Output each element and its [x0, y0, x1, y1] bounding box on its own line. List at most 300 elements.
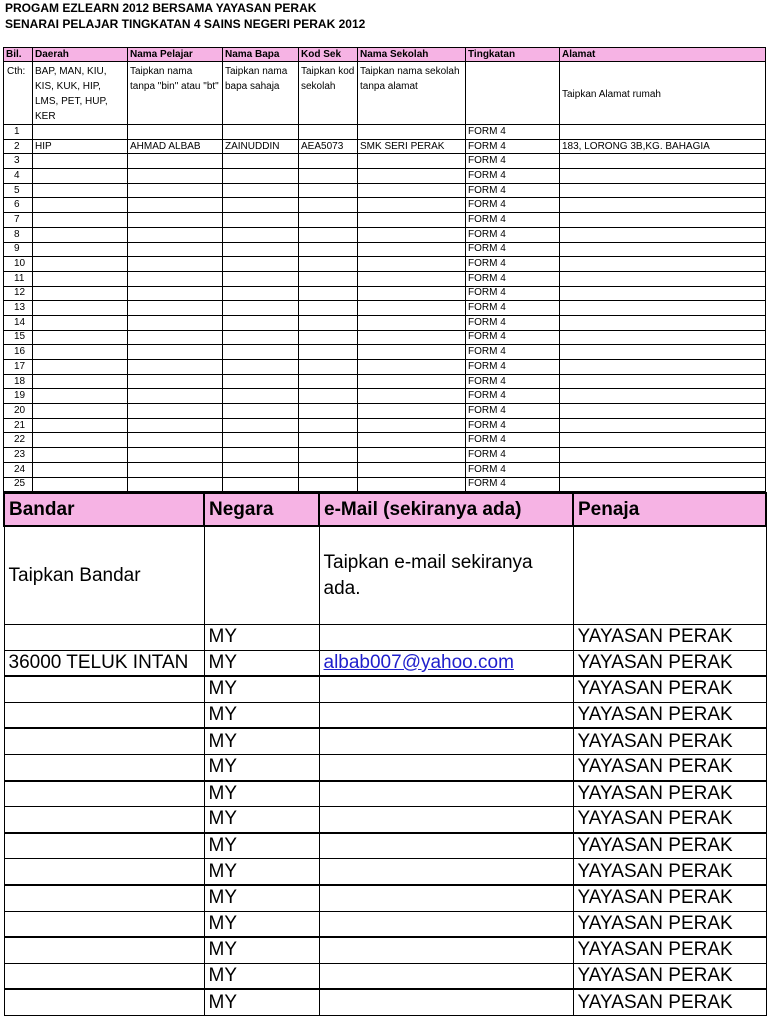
cell-penaja[interactable]: YAYASAN PERAK [573, 937, 766, 963]
header-cell-bandar[interactable]: Bandar [4, 493, 204, 526]
cell-nama-bapa[interactable] [223, 389, 299, 404]
cell-nama-sekolah[interactable] [358, 418, 466, 433]
student-table-row [4, 183, 766, 198]
cell-nama-bapa[interactable] [223, 433, 299, 448]
header-cell-tingkatan[interactable]: Tingkatan [466, 48, 560, 62]
cell-bandar[interactable] [4, 911, 204, 937]
cell-alamat[interactable] [560, 374, 766, 389]
cell-daerah[interactable] [33, 257, 128, 272]
cell-bil[interactable]: 13 [4, 301, 33, 316]
cell-nama-bapa[interactable] [223, 418, 299, 433]
cell-alamat[interactable] [560, 389, 766, 404]
cell-penaja[interactable]: YAYASAN PERAK [573, 702, 766, 728]
cell-nama-pelajar[interactable] [128, 125, 223, 140]
cell-bil[interactable]: 17 [4, 360, 33, 375]
cell-nama-sekolah[interactable] [358, 345, 466, 360]
example-cell-alamat[interactable]: Taipkan Alamat rumah [560, 62, 766, 125]
cell-tingkatan[interactable]: FORM 4 [466, 169, 560, 184]
cell-nama-pelajar[interactable] [128, 389, 223, 404]
cell-negara[interactable]: MY [204, 911, 319, 937]
cell-nama-sekolah[interactable] [358, 242, 466, 257]
cell-email[interactable] [319, 625, 573, 651]
cell-nama-bapa[interactable] [223, 330, 299, 345]
cell-tingkatan[interactable]: FORM 4 [466, 404, 560, 419]
cell-nama-pelajar[interactable] [128, 301, 223, 316]
cell-penaja[interactable]: YAYASAN PERAK [573, 676, 766, 702]
cell-kod-sek[interactable]: AEA5073 [299, 139, 358, 154]
cell-nama-pelajar[interactable] [128, 154, 223, 169]
header-cell-kod-sek[interactable]: Kod Sek [299, 48, 358, 62]
cell-bil[interactable]: 6 [4, 198, 33, 213]
cell-nama-bapa[interactable] [223, 227, 299, 242]
cell-nama-pelajar[interactable] [128, 213, 223, 228]
cell-bil[interactable]: 21 [4, 418, 33, 433]
example-cell-bandar[interactable]: Taipkan Bandar [4, 526, 204, 625]
cell-nama-bapa[interactable] [223, 462, 299, 477]
cell-kod-sek[interactable] [299, 315, 358, 330]
cell-nama-bapa[interactable] [223, 345, 299, 360]
header-cell-daerah[interactable]: Daerah [33, 48, 128, 62]
cell-bil[interactable]: 10 [4, 257, 33, 272]
cell-bil[interactable]: 3 [4, 154, 33, 169]
cell-email[interactable] [319, 859, 573, 885]
student-table-row [4, 154, 766, 169]
cell-email[interactable] [319, 754, 573, 780]
example-cell-penaja[interactable] [573, 526, 766, 625]
cell-bil[interactable]: 2 [4, 139, 33, 154]
cell-bil[interactable]: 15 [4, 330, 33, 345]
cell-tingkatan[interactable]: FORM 4 [466, 374, 560, 389]
cell-tingkatan[interactable]: FORM 4 [466, 389, 560, 404]
header-cell-negara[interactable]: Negara [204, 493, 319, 526]
cell-bil[interactable]: 22 [4, 433, 33, 448]
example-cell-negara[interactable] [204, 526, 319, 625]
cell-nama-bapa[interactable] [223, 242, 299, 257]
cell-tingkatan[interactable]: FORM 4 [466, 139, 560, 154]
cell-bil[interactable]: 9 [4, 242, 33, 257]
cell-nama-bapa[interactable] [223, 286, 299, 301]
cell-daerah[interactable] [33, 374, 128, 389]
header-cell-alamat[interactable]: Alamat [560, 48, 766, 62]
cell-daerah[interactable] [33, 213, 128, 228]
cell-email[interactable] [319, 833, 573, 859]
cell-nama-sekolah[interactable] [358, 125, 466, 140]
cell-tingkatan[interactable]: FORM 4 [466, 286, 560, 301]
cell-nama-sekolah[interactable] [358, 433, 466, 448]
cell-nama-pelajar[interactable] [128, 227, 223, 242]
cell-nama-sekolah[interactable] [358, 213, 466, 228]
header-cell-penaja[interactable]: Penaja [573, 493, 766, 526]
student-table-row [4, 227, 766, 242]
cell-alamat[interactable] [560, 169, 766, 184]
cell-bil[interactable]: 14 [4, 315, 33, 330]
cell-nama-bapa[interactable] [223, 448, 299, 463]
cell-nama-sekolah[interactable] [358, 374, 466, 389]
cell-alamat[interactable] [560, 154, 766, 169]
cell-nama-pelajar[interactable] [128, 418, 223, 433]
cell-tingkatan[interactable]: FORM 4 [466, 360, 560, 375]
cell-penaja[interactable]: YAYASAN PERAK [573, 781, 766, 807]
cell-penaja[interactable]: YAYASAN PERAK [573, 963, 766, 989]
cell-bandar[interactable] [4, 989, 204, 1015]
cell-negara[interactable]: MY [204, 702, 319, 728]
email-link[interactable]: albab007@yahoo.com [323, 651, 514, 673]
cell-nama-pelajar[interactable] [128, 286, 223, 301]
cell-daerah[interactable]: HIP [33, 139, 128, 154]
student-table-row [4, 213, 766, 228]
cell-daerah[interactable] [33, 404, 128, 419]
cell-tingkatan[interactable]: FORM 4 [466, 315, 560, 330]
cell-penaja[interactable]: YAYASAN PERAK [573, 833, 766, 859]
cell-negara[interactable]: MY [204, 963, 319, 989]
cell-kod-sek[interactable] [299, 271, 358, 286]
cell-kod-sek[interactable] [299, 301, 358, 316]
cell-daerah[interactable] [33, 198, 128, 213]
contact-table-row [4, 989, 766, 1015]
cell-nama-sekolah[interactable]: SMK SERI PERAK [358, 139, 466, 154]
cell-tingkatan[interactable]: FORM 4 [466, 242, 560, 257]
cell-alamat[interactable] [560, 360, 766, 375]
cell-negara[interactable]: MY [204, 989, 319, 1015]
cell-nama-sekolah[interactable] [358, 154, 466, 169]
cell-daerah[interactable] [33, 360, 128, 375]
cell-bandar[interactable]: 36000 TELUK INTAN [4, 650, 204, 676]
cell-nama-bapa[interactable] [223, 183, 299, 198]
cell-kod-sek[interactable] [299, 227, 358, 242]
cell-bil[interactable]: 16 [4, 345, 33, 360]
cell-bandar[interactable] [4, 937, 204, 963]
cell-bandar[interactable] [4, 807, 204, 833]
cell-kod-sek[interactable] [299, 418, 358, 433]
cell-tingkatan[interactable]: FORM 4 [466, 477, 560, 492]
cell-negara[interactable]: MY [204, 859, 319, 885]
cell-nama-sekolah[interactable] [358, 286, 466, 301]
cell-daerah[interactable] [33, 462, 128, 477]
cell-penaja[interactable]: YAYASAN PERAK [573, 859, 766, 885]
contact-table-row [4, 781, 766, 807]
cell-negara[interactable]: MY [204, 937, 319, 963]
cell-negara[interactable]: MY [204, 807, 319, 833]
cell-bil[interactable]: 8 [4, 227, 33, 242]
cell-penaja[interactable]: YAYASAN PERAK [573, 989, 766, 1015]
cell-negara[interactable]: MY [204, 650, 319, 676]
cell-kod-sek[interactable] [299, 404, 358, 419]
cell-nama-bapa[interactable] [223, 301, 299, 316]
cell-nama-pelajar[interactable] [128, 330, 223, 345]
cell-kod-sek[interactable] [299, 345, 358, 360]
cell-nama-bapa[interactable] [223, 360, 299, 375]
cell-daerah[interactable] [33, 477, 128, 492]
cell-bil[interactable]: 25 [4, 477, 33, 492]
cell-penaja[interactable]: YAYASAN PERAK [573, 625, 766, 651]
contact-table-row [4, 807, 766, 833]
cell-nama-bapa[interactable] [223, 374, 299, 389]
cell-nama-bapa[interactable] [223, 477, 299, 492]
cell-negara[interactable]: MY [204, 885, 319, 911]
cell-tingkatan[interactable]: FORM 4 [466, 198, 560, 213]
cell-nama-sekolah[interactable] [358, 271, 466, 286]
cell-email[interactable] [319, 781, 573, 807]
header-cell-nama-sekolah[interactable]: Nama Sekolah [358, 48, 466, 62]
cell-daerah[interactable] [33, 301, 128, 316]
cell-alamat[interactable] [560, 330, 766, 345]
cell-tingkatan[interactable]: FORM 4 [466, 433, 560, 448]
contact-table-row [4, 963, 766, 989]
example-cell-nama-bapa[interactable]: Taipkan nama bapa sahaja [223, 62, 299, 125]
cell-nama-sekolah[interactable] [358, 330, 466, 345]
cell-bil[interactable]: 4 [4, 169, 33, 184]
example-cell-tingkatan[interactable] [466, 62, 560, 125]
cell-nama-bapa[interactable] [223, 404, 299, 419]
student-table-row [4, 315, 766, 330]
cell-bil[interactable]: 1 [4, 125, 33, 140]
cell-penaja[interactable]: YAYASAN PERAK [573, 754, 766, 780]
cell-tingkatan[interactable]: FORM 4 [466, 345, 560, 360]
cell-tingkatan[interactable]: FORM 4 [466, 330, 560, 345]
cell-tingkatan[interactable]: FORM 4 [466, 271, 560, 286]
cell-nama-pelajar[interactable] [128, 448, 223, 463]
cell-email[interactable] [319, 989, 573, 1015]
cell-daerah[interactable] [33, 154, 128, 169]
cell-email[interactable] [319, 676, 573, 702]
cell-tingkatan[interactable]: FORM 4 [466, 125, 560, 140]
cell-nama-pelajar[interactable] [128, 198, 223, 213]
cell-kod-sek[interactable] [299, 183, 358, 198]
cell-alamat[interactable] [560, 301, 766, 316]
cell-alamat[interactable] [560, 213, 766, 228]
cell-nama-pelajar[interactable] [128, 183, 223, 198]
cell-alamat[interactable] [560, 257, 766, 272]
contact-sponsor-table [3, 492, 767, 1016]
cell-email[interactable] [319, 963, 573, 989]
cell-daerah[interactable] [33, 345, 128, 360]
cell-nama-sekolah[interactable] [358, 183, 466, 198]
cell-nama-sekolah[interactable] [358, 257, 466, 272]
cell-alamat[interactable] [560, 271, 766, 286]
cell-bandar[interactable] [4, 859, 204, 885]
cell-nama-sekolah[interactable] [358, 315, 466, 330]
cell-kod-sek[interactable] [299, 242, 358, 257]
cell-tingkatan[interactable]: FORM 4 [466, 183, 560, 198]
cell-nama-sekolah[interactable] [358, 301, 466, 316]
cell-bil[interactable]: 24 [4, 462, 33, 477]
cell-bandar[interactable] [4, 728, 204, 754]
cell-tingkatan[interactable]: FORM 4 [466, 462, 560, 477]
cell-daerah[interactable] [33, 125, 128, 140]
cell-kod-sek[interactable] [299, 330, 358, 345]
cell-nama-bapa[interactable] [223, 257, 299, 272]
cell-nama-bapa[interactable]: ZAINUDDIN [223, 139, 299, 154]
cell-daerah[interactable] [33, 286, 128, 301]
cell-email[interactable] [319, 728, 573, 754]
cell-nama-pelajar[interactable] [128, 345, 223, 360]
cell-daerah[interactable] [33, 433, 128, 448]
cell-kod-sek[interactable] [299, 154, 358, 169]
cell-nama-bapa[interactable] [223, 125, 299, 140]
cell-negara[interactable]: MY [204, 781, 319, 807]
cell-kod-sek[interactable] [299, 169, 358, 184]
cell-nama-sekolah[interactable] [358, 462, 466, 477]
cell-daerah[interactable] [33, 315, 128, 330]
cell-nama-pelajar[interactable] [128, 315, 223, 330]
cell-alamat[interactable] [560, 418, 766, 433]
cell-penaja[interactable]: YAYASAN PERAK [573, 807, 766, 833]
cell-nama-sekolah[interactable] [358, 198, 466, 213]
cell-kod-sek[interactable] [299, 360, 358, 375]
cell-kod-sek[interactable] [299, 257, 358, 272]
cell-bandar[interactable] [4, 781, 204, 807]
cell-tingkatan[interactable]: FORM 4 [466, 257, 560, 272]
cell-daerah[interactable] [33, 330, 128, 345]
cell-bandar[interactable] [4, 885, 204, 911]
cell-penaja[interactable]: YAYASAN PERAK [573, 885, 766, 911]
cell-tingkatan[interactable]: FORM 4 [466, 213, 560, 228]
cell-nama-bapa[interactable] [223, 154, 299, 169]
cell-alamat[interactable] [560, 125, 766, 140]
cell-kod-sek[interactable] [299, 433, 358, 448]
example-cell-bil[interactable]: Cth: [4, 62, 33, 125]
cell-alamat[interactable] [560, 183, 766, 198]
cell-bandar[interactable] [4, 625, 204, 651]
cell-nama-pelajar[interactable] [128, 271, 223, 286]
cell-alamat[interactable] [560, 286, 766, 301]
example-cell-kod-sek[interactable]: Taipkan kod sekolah [299, 62, 358, 125]
example-cell-nama-sekolah[interactable]: Taipkan nama sekolah tanpa alamat [358, 62, 466, 125]
cell-bil[interactable]: 18 [4, 374, 33, 389]
cell-email[interactable] [319, 807, 573, 833]
cell-nama-pelajar[interactable] [128, 169, 223, 184]
cell-nama-pelajar[interactable] [128, 374, 223, 389]
cell-penaja[interactable]: YAYASAN PERAK [573, 728, 766, 754]
cell-alamat[interactable] [560, 345, 766, 360]
cell-kod-sek[interactable] [299, 448, 358, 463]
cell-kod-sek[interactable] [299, 125, 358, 140]
cell-bil[interactable]: 20 [4, 404, 33, 419]
cell-kod-sek[interactable] [299, 462, 358, 477]
contact-table-row [4, 625, 766, 651]
cell-negara[interactable]: MY [204, 625, 319, 651]
cell-penaja[interactable]: YAYASAN PERAK [573, 911, 766, 937]
cell-kod-sek[interactable] [299, 213, 358, 228]
cell-nama-pelajar[interactable] [128, 433, 223, 448]
cell-alamat[interactable] [560, 462, 766, 477]
header-cell-bil[interactable]: Bil. [4, 48, 33, 62]
cell-kod-sek[interactable] [299, 477, 358, 492]
cell-kod-sek[interactable] [299, 286, 358, 301]
cell-daerah[interactable] [33, 242, 128, 257]
student-table-row [4, 271, 766, 286]
cell-kod-sek[interactable] [299, 374, 358, 389]
cell-daerah[interactable] [33, 169, 128, 184]
cell-daerah[interactable] [33, 418, 128, 433]
cell-nama-sekolah[interactable] [358, 477, 466, 492]
cell-nama-sekolah[interactable] [358, 389, 466, 404]
cell-bil[interactable]: 12 [4, 286, 33, 301]
cell-nama-sekolah[interactable] [358, 169, 466, 184]
cell-penaja[interactable]: YAYASAN PERAK [573, 650, 766, 676]
cell-nama-sekolah[interactable] [358, 360, 466, 375]
header-cell-email[interactable]: e-Mail (sekiranya ada) [319, 493, 573, 526]
example-cell-daerah[interactable]: BAP, MAN, KIU, KIS, KUK, HIP, LMS, PET, HUP, KER [33, 62, 128, 125]
cell-email[interactable] [319, 885, 573, 911]
cell-nama-pelajar[interactable]: AHMAD ALBAB [128, 139, 223, 154]
example-cell-nama-pelajar[interactable]: Taipkan nama tanpa "bin" atau "bt" [128, 62, 223, 125]
cell-kod-sek[interactable] [299, 389, 358, 404]
cell-daerah[interactable] [33, 183, 128, 198]
cell-daerah[interactable] [33, 448, 128, 463]
cell-negara[interactable]: MY [204, 833, 319, 859]
student-table-row [4, 433, 766, 448]
cell-alamat[interactable] [560, 227, 766, 242]
cell-email[interactable] [319, 650, 573, 676]
cell-bil[interactable]: 11 [4, 271, 33, 286]
cell-negara[interactable]: MY [204, 728, 319, 754]
cell-nama-bapa[interactable] [223, 271, 299, 286]
cell-bandar[interactable] [4, 702, 204, 728]
contact-table-row [4, 833, 766, 859]
header-cell-nama-pelajar[interactable]: Nama Pelajar [128, 48, 223, 62]
cell-bil[interactable]: 23 [4, 448, 33, 463]
cell-tingkatan[interactable]: FORM 4 [466, 448, 560, 463]
cell-email[interactable] [319, 911, 573, 937]
cell-nama-pelajar[interactable] [128, 477, 223, 492]
cell-alamat[interactable]: 183, LORONG 3B,KG. BAHAGIA [560, 139, 766, 154]
cell-bandar[interactable] [4, 754, 204, 780]
cell-kod-sek[interactable] [299, 198, 358, 213]
cell-nama-pelajar[interactable] [128, 462, 223, 477]
cell-nama-bapa[interactable] [223, 169, 299, 184]
cell-bil[interactable]: 7 [4, 213, 33, 228]
cell-alamat[interactable] [560, 448, 766, 463]
cell-tingkatan[interactable]: FORM 4 [466, 227, 560, 242]
cell-email[interactable] [319, 702, 573, 728]
cell-email[interactable] [319, 937, 573, 963]
cell-nama-bapa[interactable] [223, 198, 299, 213]
cell-daerah[interactable] [33, 271, 128, 286]
cell-alamat[interactable] [560, 242, 766, 257]
cell-nama-bapa[interactable] [223, 315, 299, 330]
cell-nama-pelajar[interactable] [128, 257, 223, 272]
cell-nama-sekolah[interactable] [358, 227, 466, 242]
cell-daerah[interactable] [33, 389, 128, 404]
cell-nama-sekolah[interactable] [358, 404, 466, 419]
cell-bil[interactable]: 19 [4, 389, 33, 404]
cell-alamat[interactable] [560, 477, 766, 492]
cell-bandar[interactable] [4, 833, 204, 859]
cell-daerah[interactable] [33, 227, 128, 242]
cell-nama-pelajar[interactable] [128, 242, 223, 257]
cell-bandar[interactable] [4, 963, 204, 989]
example-cell-email[interactable]: Taipkan e-mail sekiranya ada. [319, 526, 573, 625]
cell-nama-pelajar[interactable] [128, 404, 223, 419]
cell-bandar[interactable] [4, 676, 204, 702]
cell-alamat[interactable] [560, 404, 766, 419]
cell-negara[interactable]: MY [204, 754, 319, 780]
cell-nama-sekolah[interactable] [358, 448, 466, 463]
cell-tingkatan[interactable]: FORM 4 [466, 418, 560, 433]
cell-tingkatan[interactable]: FORM 4 [466, 301, 560, 316]
cell-negara[interactable]: MY [204, 676, 319, 702]
contact-table-row [4, 911, 766, 937]
cell-bil[interactable]: 5 [4, 183, 33, 198]
cell-nama-bapa[interactable] [223, 213, 299, 228]
header-cell-nama-bapa[interactable]: Nama Bapa [223, 48, 299, 62]
cell-alamat[interactable] [560, 433, 766, 448]
cell-nama-pelajar[interactable] [128, 360, 223, 375]
cell-alamat[interactable] [560, 315, 766, 330]
cell-alamat[interactable] [560, 198, 766, 213]
cell-tingkatan[interactable]: FORM 4 [466, 154, 560, 169]
